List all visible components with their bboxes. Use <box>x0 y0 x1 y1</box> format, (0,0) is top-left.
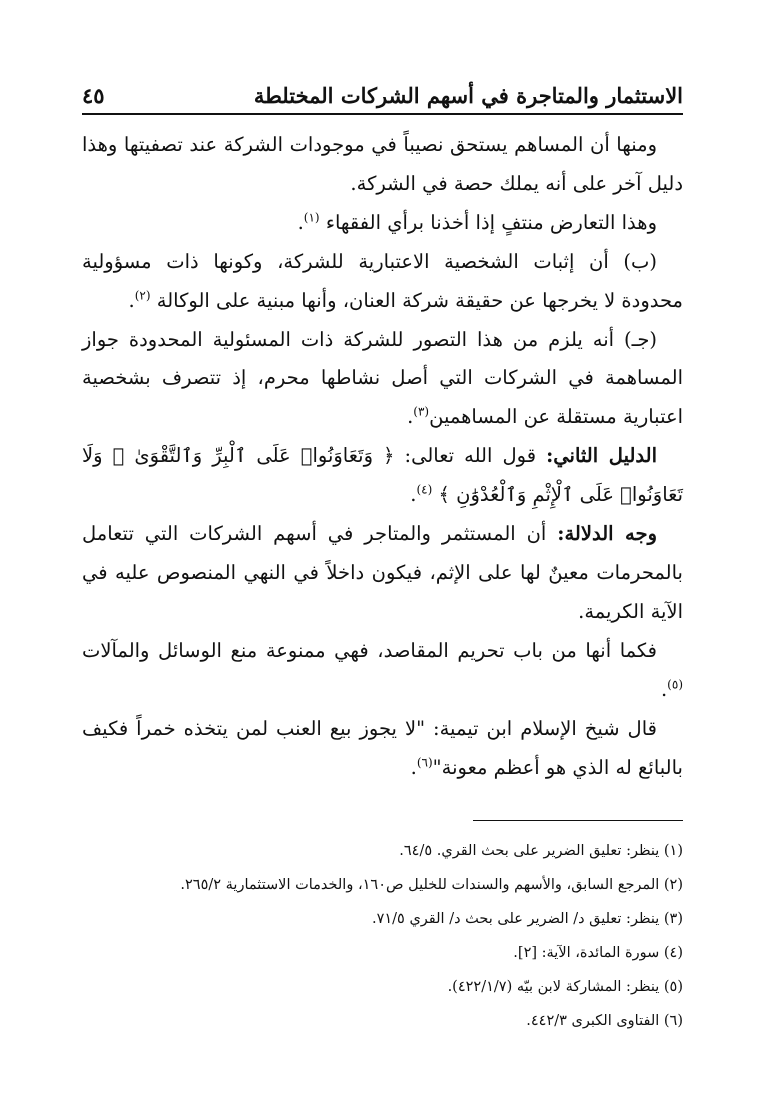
header-rule <box>82 113 683 115</box>
paragraph-2: وهذا التعارض منتفٍ إذا أخذنا برأي الفقهاء $^{(١)}$. <box>297 210 657 234</box>
footnote-1: (١) ينظر: تعليق الضرير على بحث القري. ٦٤/٥. <box>399 843 683 859</box>
footnote-4: (٤) سورة المائدة، الآية: [٢]. <box>513 945 683 961</box>
footnotes <box>82 834 683 1038</box>
footnote-ref-6[interactable]: (٦) <box>416 755 433 769</box>
paragraph-1: ومنها أن المساهم يستحق نصيباً في موجودات الشركة عند تصفيتها وهذا دليل آخر على أنه يملك حصة في الشركة. <box>82 133 683 195</box>
footnote-ref-1[interactable]: (١) <box>303 210 320 225</box>
footnote-5: (٥) ينظر: المشاركة لابن بيّه (٤٢٢/١/٧). <box>447 979 683 995</box>
paragraph-8: قال شيخ الإسلام ابن تيمية: "لا يجوز بيع العنب لمن يتخذه خمراً فكيف بالبائع له الذي هو أعظم معونة"$^{(٦)}$. <box>82 716 683 779</box>
footnote-6: (٦) الفتاوى الكبرى ٤٤٢/٣. <box>526 1013 683 1029</box>
footnote-ref-4[interactable]: (٤) <box>416 482 433 497</box>
paragraph-7: فكما أنها من باب تحريم المقاصد، فهي ممنوعة منع الوسائل والمآلات $^{(٥)}$. <box>82 638 683 701</box>
page-header <box>82 76 683 108</box>
footnote-ref-2[interactable]: (٢) <box>134 288 151 303</box>
footnote-ref-5[interactable]: (٥) <box>667 677 683 692</box>
body-text <box>82 126 683 787</box>
footnote-3: (٣) ينظر: تعليق د/ الضرير على بحث د/ القري ٧١/٥. <box>371 911 683 927</box>
page-number: ٤٥ <box>82 83 105 108</box>
paragraph-6: وجه الدلالة: أن المستثمر والمتاجر في أسهم الشركات التي تتعامل بالمحرمات معينٌ لها على الإثم، فيكون داخلاً في النهي المنصوص عليه في الآية الكريمة. <box>82 522 683 623</box>
paragraph-5: الدليل الثاني: قول الله تعالى: ﴿ وَتَعَاوَنُوا۟ عَلَى ٱلْبِرِّ وَٱلتَّقْوَىٰ ۖ وَلَا تَعَاوَنُوا۟ عَلَى ٱلْإِثْمِ وَٱلْعُدْوَٰنِ ﴾ $^{(٤)}$. <box>82 444 683 507</box>
footnote-separator <box>473 820 683 821</box>
paragraph-3: (ب) أن إثبات الشخصية الاعتبارية للشركة، وكونها ذات مسؤولية محدودة لا يخرجها عن حقيقة شركة العنان، وأنها مبنية على الوكالة $^{(٢)}$. <box>82 249 683 312</box>
footnote-2: (٢) المرجع السابق، والأسهم والسندات للخليل ص١٦٠، والخدمات الاستثمارية ٢٦٥/٢. <box>180 877 683 893</box>
inference-heading: وجه الدلالة: <box>557 522 657 546</box>
quran-verse: ﴿ وَتَعَاوَنُوا۟ عَلَى ٱلْبِرِّ وَٱلتَّقْوَىٰ ۖ وَلَا تَعَاوَنُوا۟ عَلَى ٱلْإِثْمِ وَٱلْعُدْوَٰنِ ﴾ <box>82 444 683 507</box>
paragraph-4: (جـ) أنه يلزم من هذا التصور للشركة ذات المسئولية المحدودة جواز المساهمة في الشركات التي أصل نشاطها محرم، إذ تتصرف بشخصية اعتبارية مستقلة عن المساهمين$^{(٣)}$. <box>82 327 683 429</box>
footnote-ref-3[interactable]: (٣) <box>413 404 430 419</box>
evidence-heading: الدليل الثاني: <box>546 444 657 468</box>
running-title: الاستثمار والمتاجرة في أسهم الشركات المختلطة <box>253 83 683 108</box>
